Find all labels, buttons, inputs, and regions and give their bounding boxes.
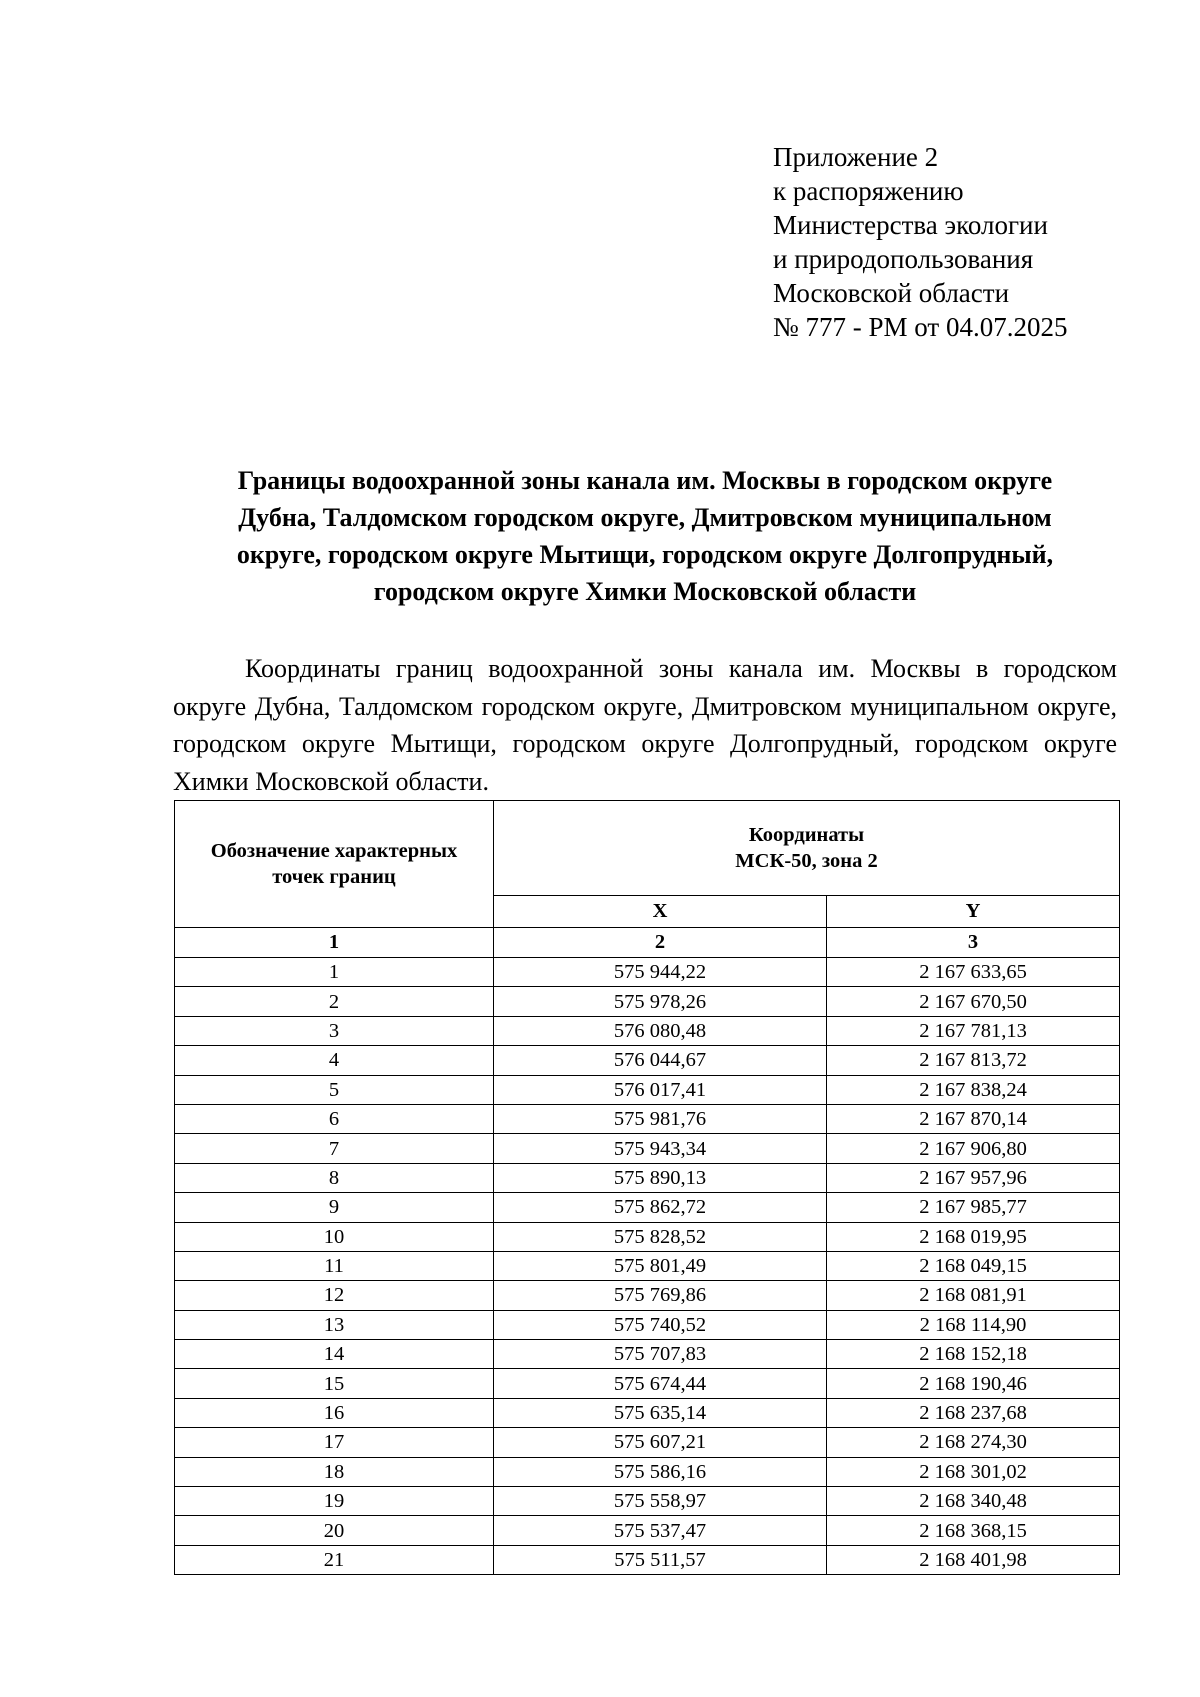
cell-y: 2 167 670,50 (827, 987, 1120, 1016)
cell-x: 575 862,72 (494, 1193, 827, 1222)
cell-y: 2 168 152,18 (827, 1340, 1120, 1369)
appendix-line: к распоряжению (773, 176, 964, 206)
cell-point: 16 (175, 1398, 494, 1427)
title-line: Границы водоохранной зоны канала им. Москвы в городском округе (237, 466, 1053, 495)
cell-point: 14 (175, 1340, 494, 1369)
cell-x: 576 080,48 (494, 1016, 827, 1045)
appendix-block (773, 140, 1173, 344)
header-point-label-line: Обозначение характерных (210, 840, 458, 862)
table-row (175, 1457, 1120, 1486)
header-x: X (494, 896, 827, 928)
cell-y: 2 168 114,90 (827, 1310, 1120, 1339)
appendix-line: № 777 - РМ от 04.07.2025 (773, 312, 1068, 342)
table-row (175, 1428, 1120, 1457)
cell-y: 2 167 813,72 (827, 1046, 1120, 1075)
header-coords-label (494, 801, 1120, 896)
cell-point: 21 (175, 1545, 494, 1574)
table-row (175, 1369, 1120, 1398)
cell-x: 575 740,52 (494, 1310, 827, 1339)
cell-point: 5 (175, 1075, 494, 1104)
cell-point: 4 (175, 1046, 494, 1075)
cell-y: 2 168 190,46 (827, 1369, 1120, 1398)
cell-point: 10 (175, 1222, 494, 1251)
cell-y: 2 167 906,80 (827, 1134, 1120, 1163)
cell-x: 575 981,76 (494, 1104, 827, 1133)
header-coords-line: Координаты (748, 824, 865, 846)
header-point-label-line: точек границ (272, 866, 396, 888)
cell-y: 2 167 870,14 (827, 1104, 1120, 1133)
cell-x: 575 801,49 (494, 1251, 827, 1280)
cell-x: 576 044,67 (494, 1046, 827, 1075)
cell-point: 7 (175, 1134, 494, 1163)
table-row (175, 987, 1120, 1016)
table-row (175, 1075, 1120, 1104)
cell-x: 575 674,44 (494, 1369, 827, 1398)
cell-point: 18 (175, 1457, 494, 1486)
cell-point: 1 (175, 958, 494, 987)
cell-point: 15 (175, 1369, 494, 1398)
cell-y: 2 167 985,77 (827, 1193, 1120, 1222)
cell-point: 2 (175, 987, 494, 1016)
table-row (175, 1222, 1120, 1251)
table-row (175, 1193, 1120, 1222)
coordinates-table (174, 800, 1120, 1575)
table-row (175, 1398, 1120, 1427)
cell-point: 8 (175, 1163, 494, 1192)
table-row (175, 1516, 1120, 1545)
cell-x: 575 769,86 (494, 1281, 827, 1310)
table-row (175, 1310, 1120, 1339)
cell-y: 2 168 368,15 (827, 1516, 1120, 1545)
cell-x: 575 558,97 (494, 1487, 827, 1516)
header-coords-line: МСК-50, зона 2 (735, 850, 878, 872)
table-row (175, 1134, 1120, 1163)
cell-x: 576 017,41 (494, 1075, 827, 1104)
cell-point: 17 (175, 1428, 494, 1457)
cell-point: 20 (175, 1516, 494, 1545)
cell-x: 575 890,13 (494, 1163, 827, 1192)
table-body (175, 958, 1120, 1575)
cell-x: 575 586,16 (494, 1457, 827, 1486)
appendix-line: Приложение 2 (773, 142, 939, 172)
cell-x: 575 978,26 (494, 987, 827, 1016)
header-y: Y (827, 896, 1120, 928)
cell-y: 2 168 301,02 (827, 1457, 1120, 1486)
cell-y: 2 168 274,30 (827, 1428, 1120, 1457)
table-row (175, 1251, 1120, 1280)
cell-point: 3 (175, 1016, 494, 1045)
table-row (175, 1281, 1120, 1310)
cell-y: 2 168 019,95 (827, 1222, 1120, 1251)
cell-y: 2 167 633,65 (827, 958, 1120, 987)
title-line: Дубна, Талдомском городском округе, Дмитровском муниципальном (238, 503, 1052, 532)
cell-y: 2 168 049,15 (827, 1251, 1120, 1280)
cell-x: 575 828,52 (494, 1222, 827, 1251)
table-row (175, 1487, 1120, 1516)
title-line: округе, городском округе Мытищи, городском округе Долгопрудный, (236, 540, 1054, 569)
cell-x: 575 635,14 (494, 1398, 827, 1427)
table-row (175, 958, 1120, 987)
cell-point: 12 (175, 1281, 494, 1310)
header-col-number-1: 1 (175, 928, 494, 958)
table-row (175, 1104, 1120, 1133)
cell-y: 2 167 838,24 (827, 1075, 1120, 1104)
cell-y: 2 168 237,68 (827, 1398, 1120, 1427)
header-col-number-3: 3 (827, 928, 1120, 958)
cell-point: 19 (175, 1487, 494, 1516)
table-row (175, 1016, 1120, 1045)
appendix-line: и природопользования (773, 244, 1034, 274)
header-point-label (175, 801, 494, 928)
table-row (175, 1163, 1120, 1192)
title-line: городском округе Химки Московской области (373, 577, 917, 606)
cell-y: 2 167 781,13 (827, 1016, 1120, 1045)
header-col-number-2: 2 (494, 928, 827, 958)
cell-y: 2 168 081,91 (827, 1281, 1120, 1310)
document-title (170, 462, 1120, 610)
cell-x: 575 607,21 (494, 1428, 827, 1457)
table-row (175, 1545, 1120, 1574)
appendix-line: Министерства экологии (773, 210, 1048, 240)
cell-x: 575 943,34 (494, 1134, 827, 1163)
cell-point: 9 (175, 1193, 494, 1222)
intro-paragraph: Координаты границ водоохранной зоны канала им. Москвы в городском округе Дубна, Талдомском городском округе, Дмитровском муниципальном округе, городском округе Мытищи, городском округе Долгопрудный, городском округе Химки Московской области. (173, 654, 1117, 796)
cell-x: 575 944,22 (494, 958, 827, 987)
cell-y: 2 167 957,96 (827, 1163, 1120, 1192)
cell-point: 6 (175, 1104, 494, 1133)
cell-y: 2 168 401,98 (827, 1545, 1120, 1574)
cell-point: 11 (175, 1251, 494, 1280)
cell-x: 575 707,83 (494, 1340, 827, 1369)
cell-y: 2 168 340,48 (827, 1487, 1120, 1516)
cell-x: 575 537,47 (494, 1516, 827, 1545)
cell-x: 575 511,57 (494, 1545, 827, 1574)
table-row (175, 1046, 1120, 1075)
appendix-line: Московской области (773, 278, 1010, 308)
table-row (175, 1340, 1120, 1369)
cell-point: 13 (175, 1310, 494, 1339)
